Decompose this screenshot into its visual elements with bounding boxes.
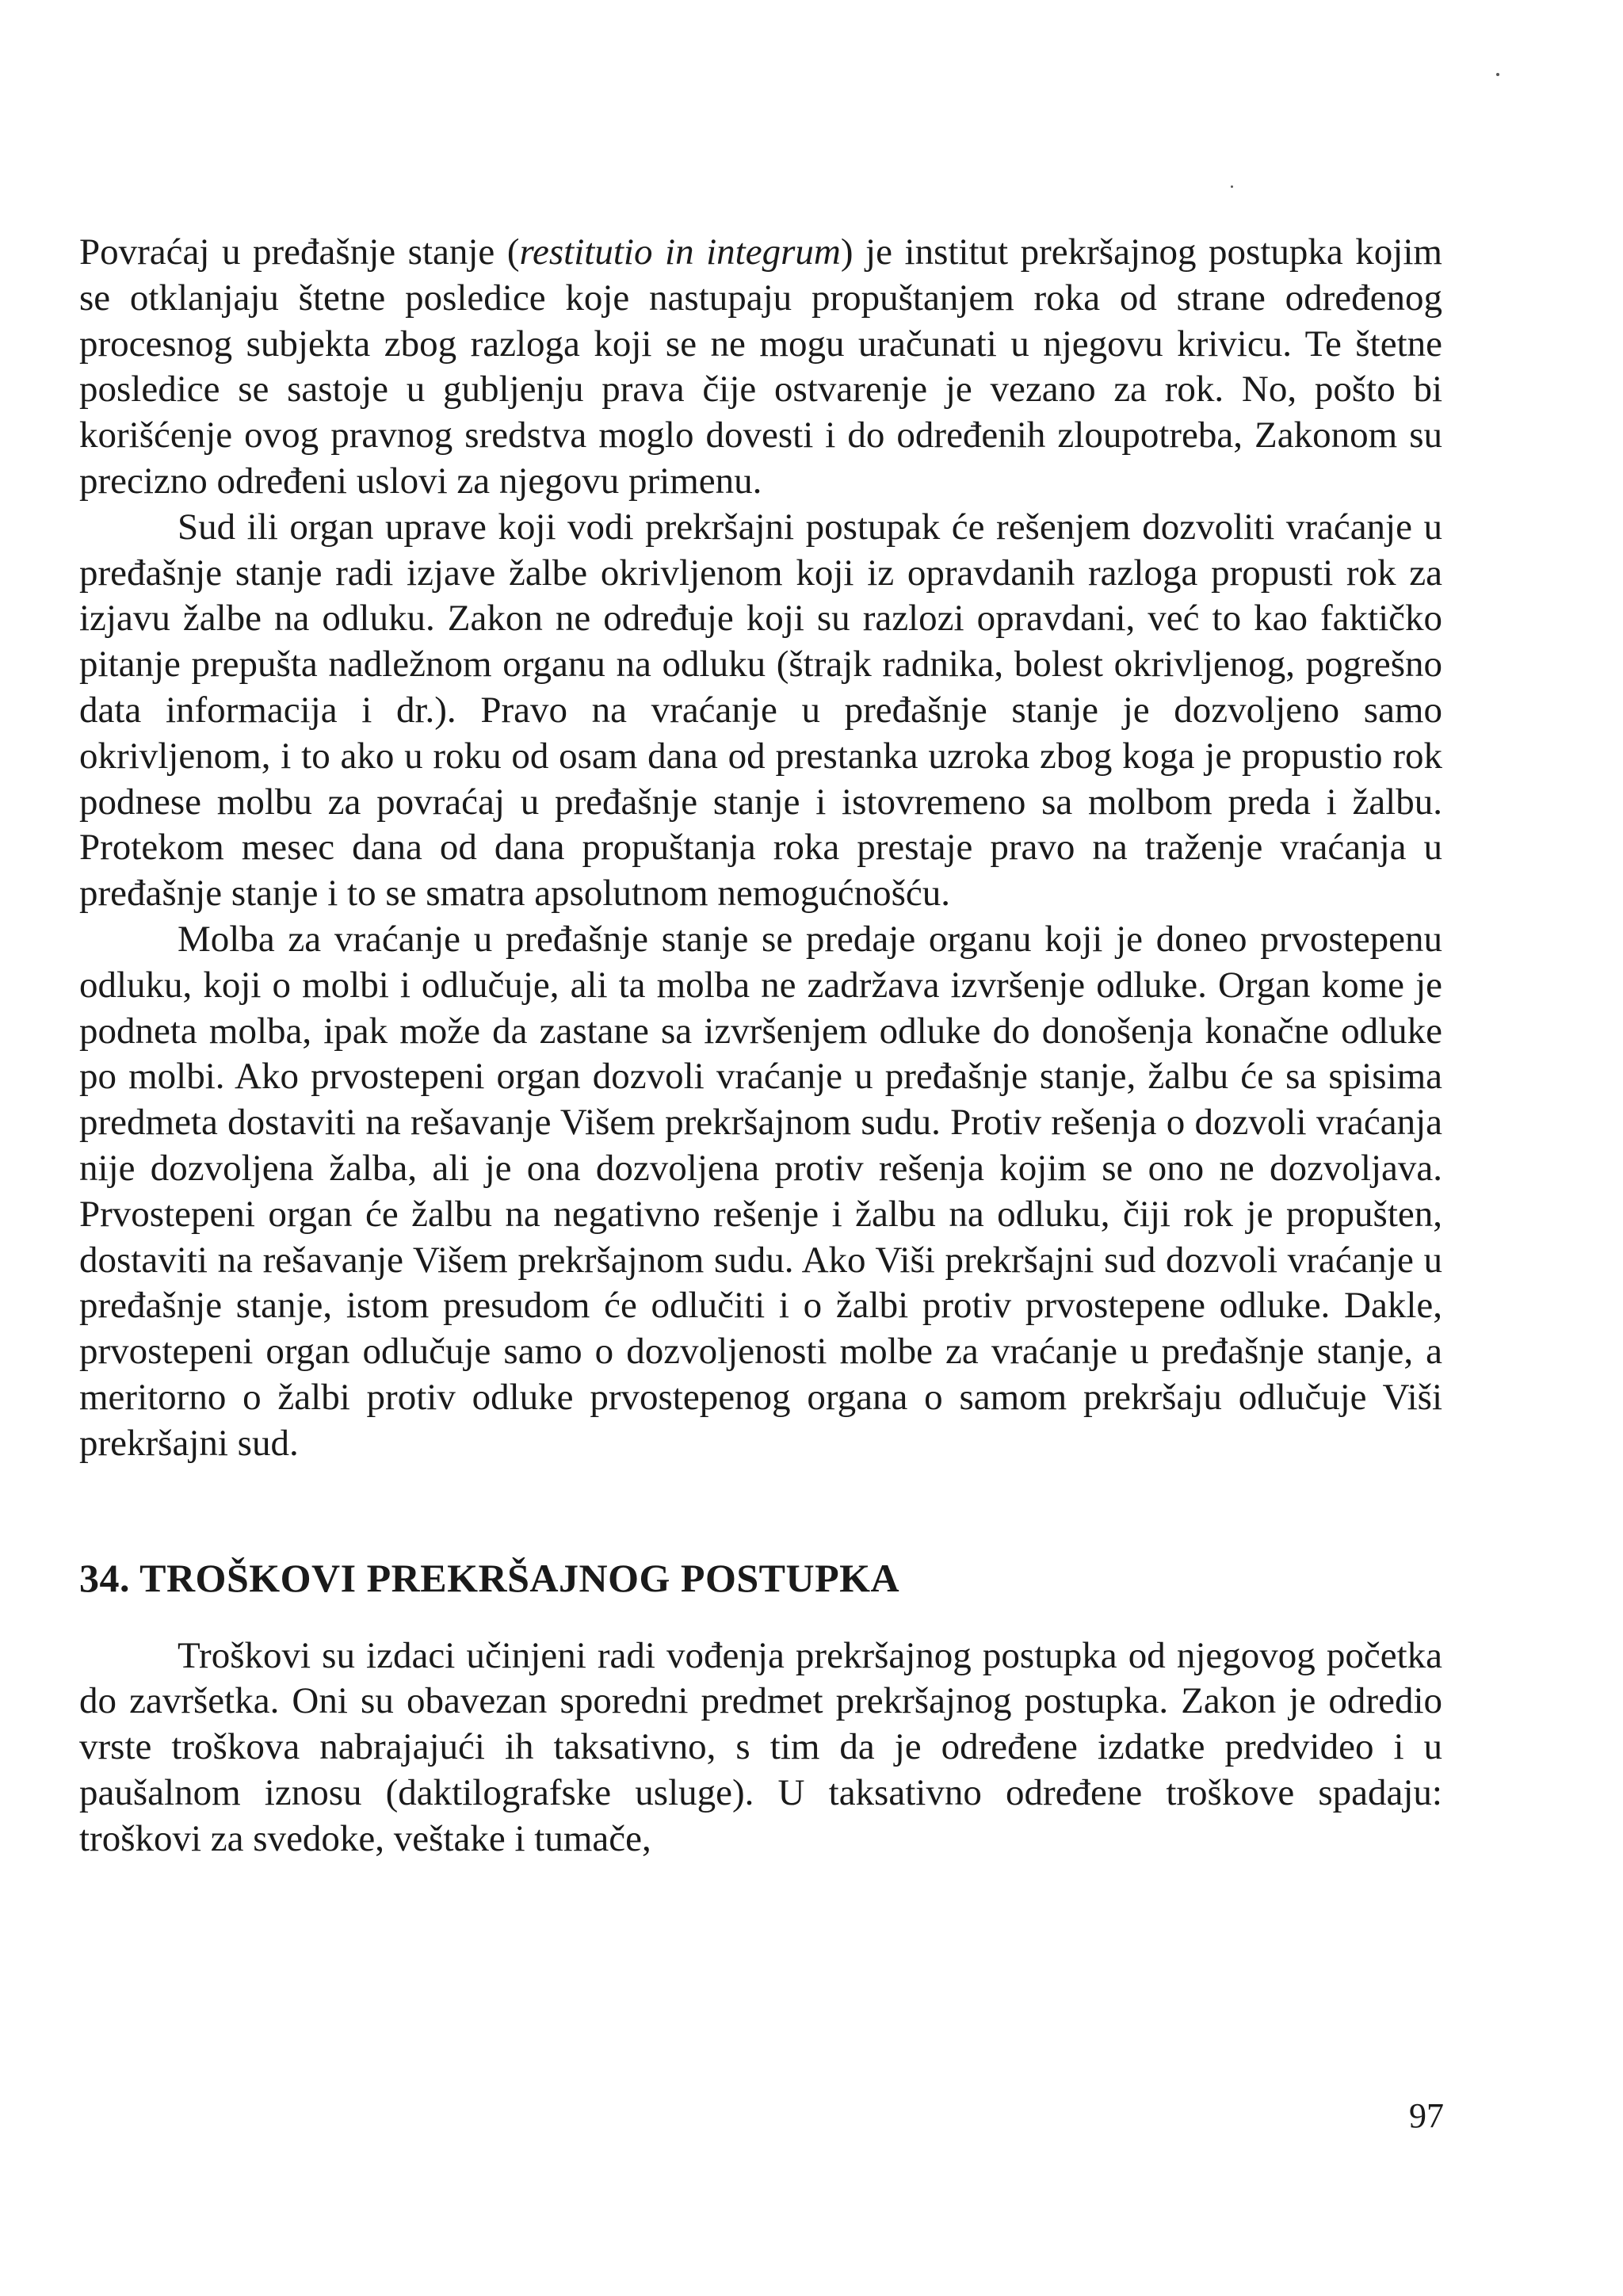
scan-speck — [1231, 185, 1233, 188]
paragraph-molba: Molba za vraćanje u pređašnje stanje se predaje organu koji je doneo prvostepenu odluku, koji o molbi i odlučuje, ali ta molba ne zadržava izvršenje odluke. Organ kome je podneta molba, ipak može da zastane sa izvršenjem odluke do donošenja konačne odluke po molbi. Ako prvostepeni organ dozvoli vraćanje u pređašnje stanje, žalbu će sa spisima predmeta dostaviti na rešavanje Višem prekršajnom sudu. Protiv rešenja o dozvoli vraćanja nije dozvoljena žalba, ali je ona dozvoljena protiv rešenja kojim se ono ne dozvoljava. Prvostepeni organ će žalbu na negativno rešenje i žalbu na odluku, čiji rok je propušten, dostaviti na rešavanje Višem prekršajnom sudu. Ako Viši prekršajni sud dozvoli vraćanje u pređašnje stanje, istom presudom će odlučiti i o žalbi protiv prvostepene odluke. Dakle, prvostepeni organ odlučuje samo o dozvoljenosti molbe za vraćanje u pređašnje stanje, a meritorno o žalbi protiv odluke prvostepenog organa o samom prekršaju odlučuje Viši prekršajni sud. — [79, 918, 1442, 1464]
page-number: 97 — [1409, 2096, 1444, 2135]
paragraph-sud-ili-organ: Sud ili organ uprave koji vodi prekršajni postupak će rešenjem dozvoliti vraćanje u pređašnje stanje radi izjave žalbe okrivljenom koji iz opravdanih razloga propusti rok za izjavu žalbe na odluku. Zakon ne određuje koji su razlozi opravdani, već to kao faktičko pitanje prepušta nadležnom organu na odluku (štrajk radnika, bolest okrivljenog, pogrešno data informacija i dr.). Pravo na vraćanje u pređašnje stanje je dozvoljeno samo okrivljenom, i to ako u roku od osam dana od prestanka uzroka zbog koga je propustio rok podnese molbu za povraćaj u pređašnje stanje i istovremeno sa molbom preda i žalbu. Protekom mesec dana od dana propuštanja roka prestaje pravo na traženje vraćanja u pređašnje stanje i to se smatra apsolutnom nemogućnošću. — [79, 506, 1442, 915]
paragraph-text-before: Povraćaj u pređašnje stanje ( — [79, 231, 520, 273]
latin-term: restitutio in integrum — [519, 231, 841, 273]
paragraph-troskovi: Troškovi su izdaci učinjeni radi vođenja prekršajnog postupka od njegovog početka do završetka. Oni su obavezan sporedni predmet prekršajnog postupka. Zakon je odredio vrste troškova nabrajajući ih taksativno, s tim da je određene izdatke predvideo i u paušalnom iznosu (daktilografske usluge). U taksativno određene troškove spadaju: troškovi za svedoke, veštake i tumače, — [79, 1634, 1442, 1859]
scan-speck — [1496, 73, 1499, 76]
paragraph-restitutio — [79, 230, 1442, 505]
paragraph-text-after: ) je institut prekršajnog postupka kojim se otklanjaju štetne posledice koje nastupaju propuštanjem roka od strane određenog procesnog subjekta zbog razloga koji se ne mogu uračunati u njegovu krivicu. Te štetne posledice se sastoje u gubljenju prava čije ostvarenje je vezano za rok. No, pošto bi korišćenje ovog pravnog sredstva moglo dovesti i do određenih zloupotreba, Zakonom su precizno određeni uslovi za njegovu primenu. — [79, 231, 1442, 502]
section-heading: 34. TROŠKOVI PREKRŠAJNOG POSTUPKA — [79, 1555, 900, 1600]
page-body — [79, 230, 1442, 1862]
